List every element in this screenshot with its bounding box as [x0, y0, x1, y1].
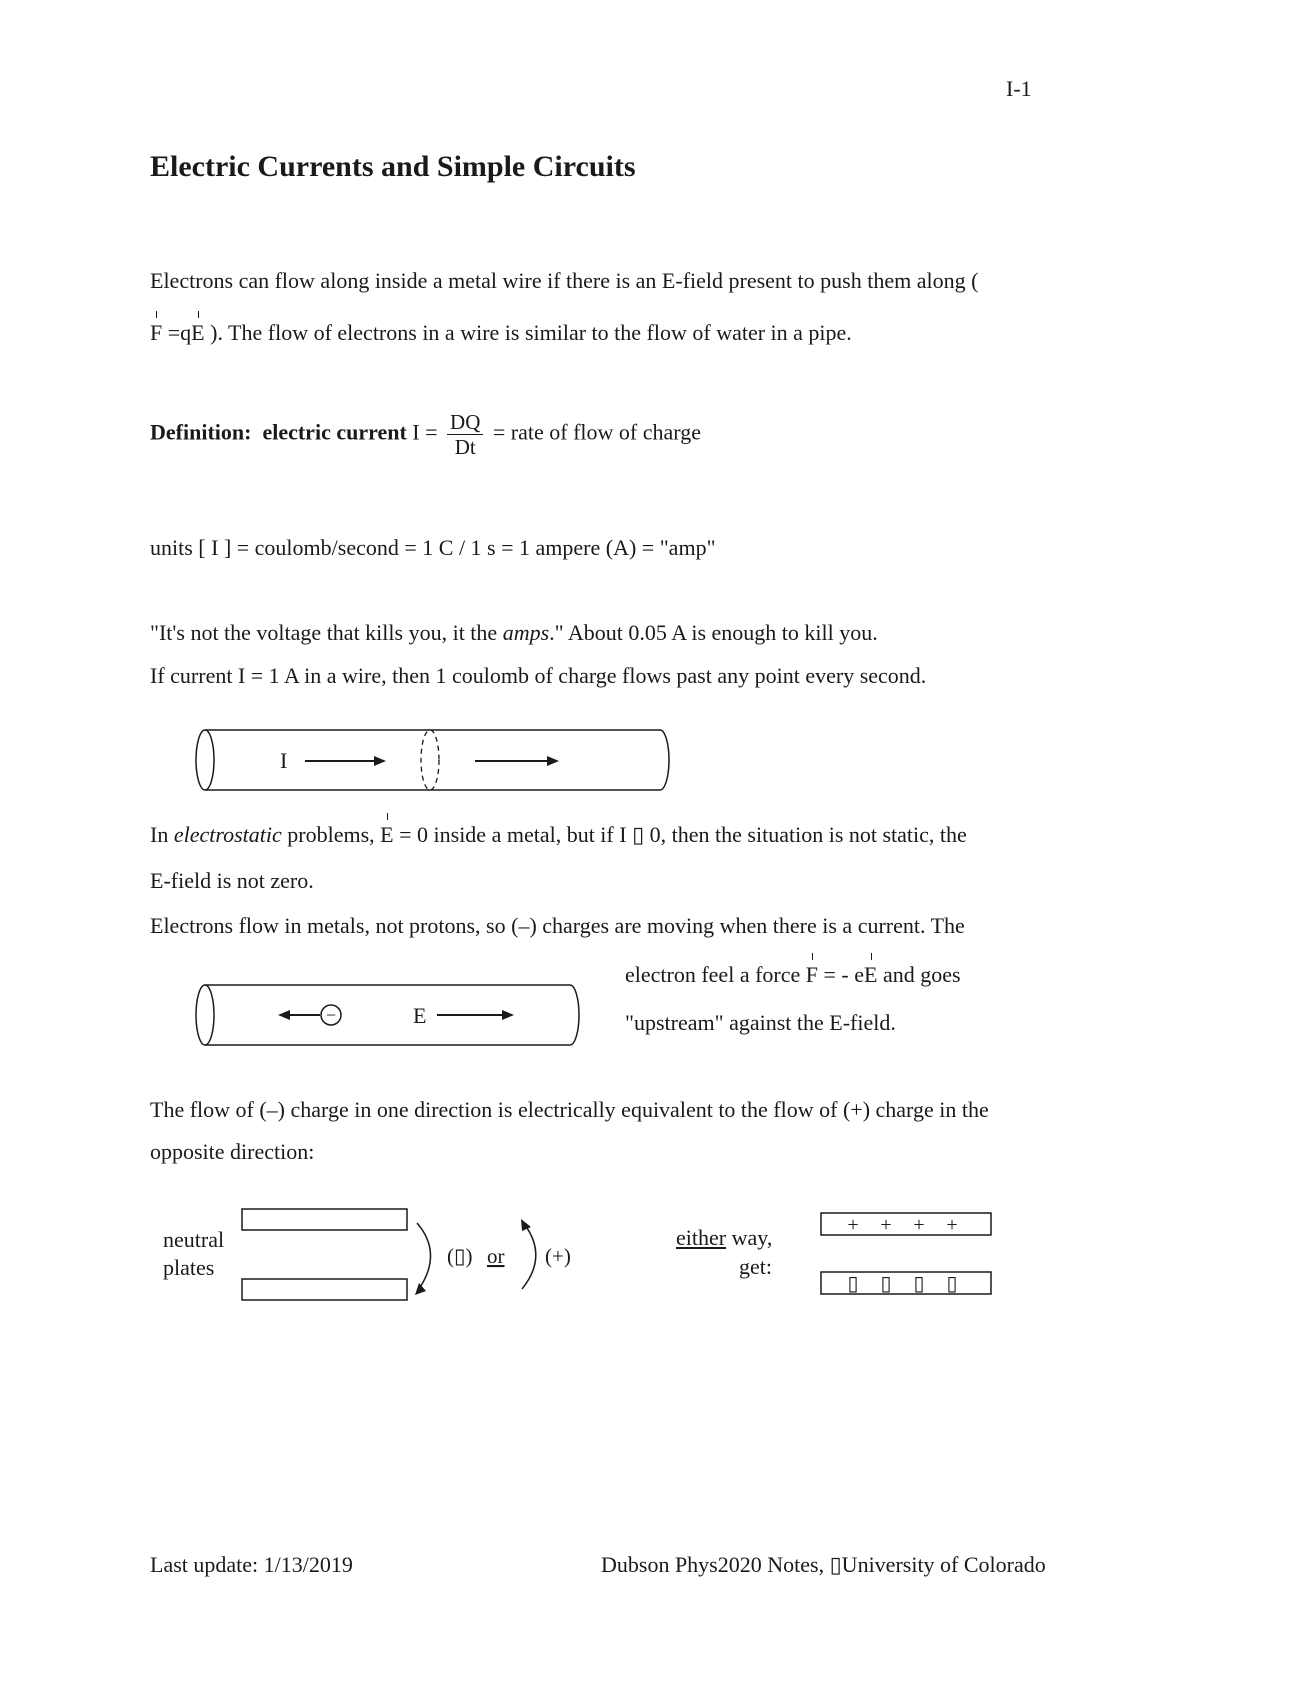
plus-sign: +	[946, 1214, 958, 1236]
definition-equals: =	[425, 419, 438, 445]
definition-term: electric current	[262, 419, 407, 445]
current-arrow-1-head	[374, 756, 386, 766]
electron-minus: −	[325, 1005, 337, 1025]
units-line: units [ I ] = coulomb/second = 1 C / 1 s = 1 ampere (A) = "amp"	[150, 535, 716, 560]
negative-flow-arrow-head	[415, 1283, 426, 1295]
plus-sign: +	[913, 1214, 925, 1236]
field-vector: E	[380, 822, 394, 847]
intro-line-2	[150, 320, 852, 346]
wire-diagram-current	[190, 725, 680, 795]
positive-flow-arrow	[522, 1225, 536, 1289]
minus-sign: ▯	[880, 1273, 892, 1295]
neutral-plate-top	[242, 1209, 407, 1230]
or-label: or	[487, 1244, 505, 1268]
force-line-1	[625, 962, 961, 988]
definition-fraction	[447, 410, 483, 459]
definition-label: Definition:	[150, 419, 252, 445]
electrostatic-italic: electrostatic	[173, 822, 282, 847]
force-line-2: "upstream" against the E-field.	[625, 1010, 896, 1035]
quote-italic: amps	[502, 620, 550, 645]
page-number: I-1	[1006, 76, 1032, 101]
field-arrow-head	[502, 1010, 514, 1020]
intro-line-2-rest: ). The flow of electrons in a wire is similar to the flow of water in a pipe.	[204, 320, 852, 345]
current-line: If current I = 1 A in a wire, then 1 coulomb of charge flows past any point every second.	[150, 663, 927, 688]
minus-sign: ▯	[847, 1273, 859, 1295]
electrostatic-line-2: E-field is not zero.	[150, 868, 314, 893]
minus-sign: ▯	[913, 1273, 925, 1295]
negative-flow-arrow	[417, 1223, 431, 1289]
positive-flow-arrow-head	[521, 1219, 531, 1231]
minus-signs	[847, 1273, 957, 1295]
positive-charge-label: (+)	[545, 1244, 571, 1268]
field-label: E	[413, 1003, 427, 1028]
force-vector: F	[150, 320, 163, 345]
neutral-plate-bottom	[242, 1279, 407, 1300]
electrostatic-before: In	[150, 822, 174, 847]
wire-right-end	[660, 730, 669, 790]
neutral-plates-diagram	[235, 1205, 585, 1305]
force-after: and goes	[877, 962, 961, 987]
flow-line-1: The flow of (–) charge in one direction is electrically equivalent to the flow of (+) charge in the	[150, 1097, 989, 1122]
force-vector: F	[805, 962, 819, 987]
plus-signs	[847, 1214, 957, 1236]
flow-line-2: opposite direction:	[150, 1139, 315, 1164]
intro-line-1: Electrons can flow along inside a metal wire if there is an E-field present to push them along (	[150, 268, 979, 293]
current-arrow-2-head	[547, 756, 559, 766]
definition-line	[150, 410, 701, 459]
minus-sign: ▯	[946, 1273, 958, 1295]
charged-plates-diagram	[818, 1210, 998, 1300]
plates-label-1: neutral	[163, 1227, 225, 1252]
plus-sign: +	[880, 1214, 892, 1236]
current-label: I	[280, 748, 288, 773]
wire-cross-section	[421, 730, 439, 790]
negative-charge-label: (▯)	[447, 1244, 473, 1268]
quote-before: "It's not the voltage that kills you, it the	[150, 620, 503, 645]
wire-right-end	[570, 985, 579, 1045]
page-title: Electric Currents and Simple Circuits	[150, 150, 636, 183]
plates-label-2: plates	[163, 1255, 215, 1280]
electrostatic-after: = 0 inside a metal, but if I ▯ 0, then the situation is not static, the	[393, 822, 967, 847]
either-way-label	[676, 1225, 772, 1251]
way-word: way,	[726, 1225, 773, 1250]
electron-arrow-head	[278, 1010, 290, 1020]
wire-left-end	[196, 985, 214, 1045]
field-vector: E	[191, 320, 205, 345]
electrostatic-line-1	[150, 822, 967, 848]
electrostatic-mid: problems,	[281, 822, 381, 847]
electrons-line: Electrons flow in metals, not protons, so (–) charges are moving when there is a current. The	[150, 913, 965, 938]
either-word: either	[676, 1225, 727, 1250]
wire-diagram-field	[190, 980, 590, 1050]
footer-last-update: Last update: 1/13/2019	[150, 1552, 353, 1577]
fraction-denominator: Dt	[454, 435, 476, 459]
definition-result: = rate of flow of charge	[492, 419, 701, 445]
fraction-numerator: DQ	[447, 410, 483, 435]
footer-credit: Dubson Phys2020 Notes, ▯University of Colorado	[601, 1552, 1046, 1577]
get-label: get:	[739, 1254, 772, 1279]
force-mid: = - e	[818, 962, 865, 987]
quote-line	[150, 620, 878, 646]
force-before: electron feel a force	[625, 962, 806, 987]
definition-symbol: I	[412, 419, 420, 445]
quote-after: ." About 0.05 A is enough to kill you.	[549, 620, 878, 645]
plus-sign: +	[847, 1214, 859, 1236]
intro-eq: =q	[162, 320, 192, 345]
wire-left-end	[196, 730, 214, 790]
field-vector: E	[864, 962, 878, 987]
